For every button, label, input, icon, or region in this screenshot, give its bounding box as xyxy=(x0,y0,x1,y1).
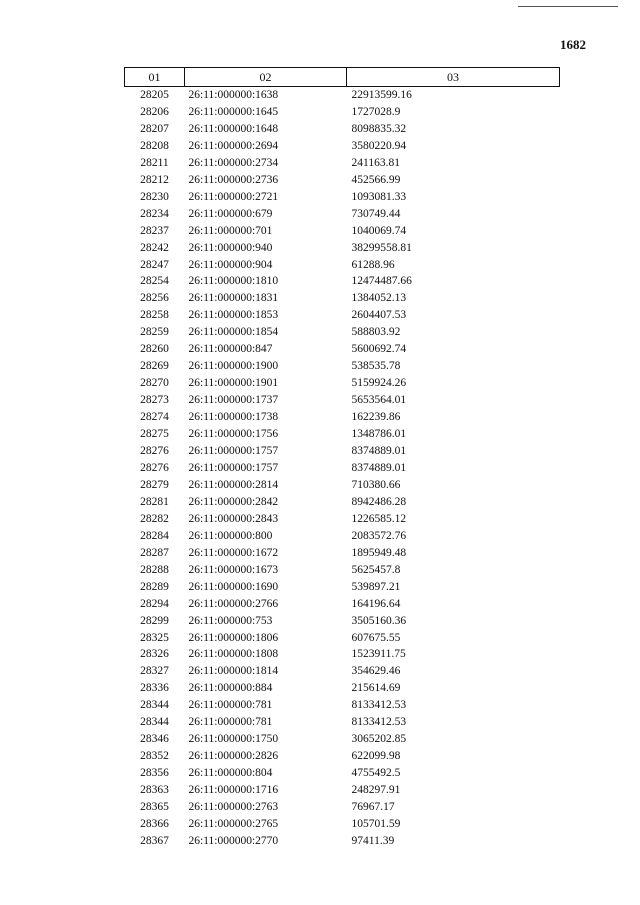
value-cell: 8942486.28 xyxy=(351,495,407,508)
row-number-cell: 28237 xyxy=(140,224,169,237)
cadastral-number-cell: 26:11:000000:1738 xyxy=(188,411,279,424)
cadastral-number-cell: 26:11:000000:1814 xyxy=(188,665,279,678)
table-row xyxy=(125,613,560,630)
table-row xyxy=(125,460,560,477)
value-cell: 8133412.53 xyxy=(351,699,407,712)
table-row xyxy=(125,443,560,460)
cadastral-number-cell: 26:11:000000:1645 xyxy=(188,105,279,118)
value-cell: 730749.44 xyxy=(351,207,401,220)
row-number-cell: 28366 xyxy=(140,817,169,830)
row-number-cell: 28346 xyxy=(140,733,169,746)
row-number-cell: 28276 xyxy=(140,461,169,474)
value-cell: 1895949.48 xyxy=(351,546,407,559)
row-number-cell: 28212 xyxy=(140,173,169,186)
value-cell: 710380.66 xyxy=(351,478,401,491)
cadastral-number-cell: 26:11:000000:1806 xyxy=(188,631,279,644)
cadastral-number-cell: 26:11:000000:1716 xyxy=(188,784,279,797)
cadastral-number-cell: 26:11:000000:1853 xyxy=(188,309,279,322)
row-number-cell: 28352 xyxy=(140,750,169,763)
row-number-cell: 28258 xyxy=(140,309,169,322)
table-row xyxy=(125,358,560,375)
table-row xyxy=(125,426,560,443)
cadastral-number-cell: 26:11:000000:701 xyxy=(188,224,273,237)
column-header-03: 03 xyxy=(347,68,560,87)
table-row xyxy=(125,257,560,274)
row-number-cell: 28287 xyxy=(140,546,169,559)
cadastral-number-cell: 26:11:000000:2694 xyxy=(188,139,279,152)
cadastral-number-cell: 26:11:000000:1690 xyxy=(188,580,279,593)
cadastral-number-cell: 26:11:000000:2843 xyxy=(188,512,279,525)
cadastral-number-cell: 26:11:000000:1854 xyxy=(188,326,279,339)
value-cell: 22913599.16 xyxy=(351,89,412,101)
cadastral-number-cell: 26:11:000000:1757 xyxy=(188,461,279,474)
cadastral-number-cell: 26:11:000000:1900 xyxy=(188,360,279,373)
value-cell: 8374889.01 xyxy=(351,461,407,474)
table-row xyxy=(125,392,560,409)
table-row xyxy=(125,87,560,104)
value-cell: 8098835.32 xyxy=(351,122,407,135)
row-number-cell: 28294 xyxy=(140,597,169,610)
row-number-cell: 28256 xyxy=(140,292,169,305)
cadastral-number-cell: 26:11:000000:804 xyxy=(188,767,273,780)
value-cell: 8133412.53 xyxy=(351,716,407,729)
row-number-cell: 28247 xyxy=(140,258,169,271)
value-cell: 241163.81 xyxy=(351,156,400,169)
row-number-cell: 28242 xyxy=(140,241,169,254)
value-cell: 2604407.53 xyxy=(351,309,407,322)
row-number-cell: 28269 xyxy=(140,360,169,373)
row-number-cell: 28344 xyxy=(140,699,169,712)
row-number-cell: 28363 xyxy=(140,784,169,797)
cadastral-number-cell: 26:11:000000:781 xyxy=(188,716,273,729)
cadastral-number-cell: 26:11:000000:847 xyxy=(188,343,273,356)
table-row xyxy=(125,121,560,138)
row-number-cell: 28211 xyxy=(140,156,169,169)
table-row xyxy=(125,138,560,155)
row-number-cell: 28288 xyxy=(140,563,169,576)
value-cell: 1348786.01 xyxy=(351,428,407,441)
table-row xyxy=(125,646,560,663)
row-number-cell: 28234 xyxy=(140,207,169,220)
value-cell: 5625457.8 xyxy=(351,563,401,576)
row-number-cell: 28356 xyxy=(140,767,169,780)
row-number-cell: 28279 xyxy=(140,478,169,491)
page-number: 1682 xyxy=(560,37,586,52)
row-number-cell: 28260 xyxy=(140,343,169,356)
table-body xyxy=(125,87,560,850)
row-number-cell: 28208 xyxy=(140,139,169,152)
cadastral-number-cell: 26:11:000000:2766 xyxy=(188,597,279,610)
cadastral-number-cell: 26:11:000000:2734 xyxy=(188,156,279,169)
column-header-01: 01 xyxy=(125,68,185,87)
row-number-cell: 28284 xyxy=(140,529,169,542)
value-cell: 38299558.81 xyxy=(351,241,412,254)
table-row xyxy=(125,375,560,392)
value-cell: 76967.17 xyxy=(351,801,395,814)
row-number-cell: 28207 xyxy=(140,122,169,135)
cadastral-number-cell: 26:11:000000:1808 xyxy=(188,648,279,661)
row-number-cell: 28270 xyxy=(140,377,169,390)
value-cell: 452566.99 xyxy=(351,173,401,186)
row-number-cell: 28230 xyxy=(140,190,169,203)
cadastral-table xyxy=(124,67,560,850)
table-row xyxy=(125,307,560,324)
table-row xyxy=(125,477,560,494)
value-cell: 8374889.01 xyxy=(351,445,407,458)
table-row xyxy=(125,596,560,613)
value-cell: 3065202.85 xyxy=(351,733,407,746)
value-cell: 4755492.5 xyxy=(351,767,401,780)
cadastral-number-cell: 26:11:000000:753 xyxy=(188,614,273,627)
table-row xyxy=(125,782,560,799)
value-cell: 2083572.76 xyxy=(351,529,407,542)
row-number-cell: 28206 xyxy=(140,105,169,118)
value-cell: 164196.64 xyxy=(351,597,401,610)
row-number-cell: 28367 xyxy=(140,834,169,847)
cadastral-number-cell: 26:11:000000:1757 xyxy=(188,445,279,458)
table-row xyxy=(125,663,560,680)
table-row xyxy=(125,816,560,833)
cadastral-number-cell: 26:11:000000:1750 xyxy=(188,733,279,746)
table-row xyxy=(125,172,560,189)
row-number-cell: 28276 xyxy=(140,445,169,458)
row-number-cell: 28299 xyxy=(140,614,169,627)
row-number-cell: 28336 xyxy=(140,682,169,695)
cadastral-number-cell: 26:11:000000:1756 xyxy=(188,428,279,441)
table-row xyxy=(125,273,560,290)
table-row xyxy=(125,341,560,358)
cadastral-number-cell: 26:11:000000:2736 xyxy=(188,173,279,186)
table-row xyxy=(125,833,560,850)
cadastral-number-cell: 26:11:000000:904 xyxy=(188,258,273,271)
row-number-cell: 28254 xyxy=(140,275,169,288)
row-number-cell: 28281 xyxy=(140,495,169,508)
cadastral-number-cell: 26:11:000000:1672 xyxy=(188,546,279,559)
value-cell: 97411.39 xyxy=(351,834,395,847)
table-row xyxy=(125,409,560,426)
table-row xyxy=(125,240,560,257)
table-row xyxy=(125,324,560,341)
table-row xyxy=(125,680,560,697)
cadastral-number-cell: 26:11:000000:1638 xyxy=(188,89,279,101)
cadastral-number-cell: 26:11:000000:800 xyxy=(188,529,273,542)
value-cell: 5159924.26 xyxy=(351,377,407,390)
value-cell: 588803.92 xyxy=(351,326,401,339)
value-cell: 1040069.74 xyxy=(351,224,407,237)
value-cell: 1093081.33 xyxy=(351,190,407,203)
cadastral-number-cell: 26:11:000000:679 xyxy=(188,207,273,220)
table-row xyxy=(125,528,560,545)
cadastral-number-cell: 26:11:000000:2814 xyxy=(188,478,279,491)
row-number-cell: 28365 xyxy=(140,801,169,814)
table-row xyxy=(125,511,560,528)
table-row xyxy=(125,579,560,596)
cadastral-number-cell: 26:11:000000:1673 xyxy=(188,563,279,576)
row-number-cell: 28325 xyxy=(140,631,169,644)
value-cell: 105701.59 xyxy=(351,817,401,830)
value-cell: 607675.55 xyxy=(351,631,401,644)
value-cell: 1727028.9 xyxy=(351,105,401,118)
table-row xyxy=(125,562,560,579)
cadastral-number-cell: 26:11:000000:884 xyxy=(188,682,273,695)
table-row xyxy=(125,765,560,782)
table-row xyxy=(125,697,560,714)
value-cell: 538535.78 xyxy=(351,360,401,373)
row-number-cell: 28275 xyxy=(140,428,169,441)
cadastral-number-cell: 26:11:000000:940 xyxy=(188,241,273,254)
row-number-cell: 28273 xyxy=(140,394,169,407)
column-header-02: 02 xyxy=(185,68,347,87)
value-cell: 1523911.75 xyxy=(351,648,406,661)
value-cell: 5600692.74 xyxy=(351,343,407,356)
row-number-cell: 28344 xyxy=(140,716,169,729)
table-row xyxy=(125,290,560,307)
table-row xyxy=(125,223,560,240)
value-cell: 622099.98 xyxy=(351,750,401,763)
cadastral-number-cell: 26:11:000000:1648 xyxy=(188,122,279,135)
cadastral-number-cell: 26:11:000000:2770 xyxy=(188,834,279,847)
cadastral-number-cell: 26:11:000000:2826 xyxy=(188,750,279,763)
row-number-cell: 28282 xyxy=(140,512,169,525)
row-number-cell: 28274 xyxy=(140,411,169,424)
value-cell: 12474487.66 xyxy=(351,275,412,288)
cadastral-number-cell: 26:11:000000:2765 xyxy=(188,817,279,830)
top-rule xyxy=(518,6,618,7)
cadastral-number-cell: 26:11:000000:2721 xyxy=(188,190,279,203)
table-row xyxy=(125,155,560,172)
table-row xyxy=(125,494,560,511)
value-cell: 1226585.12 xyxy=(351,512,407,525)
row-number-cell: 28205 xyxy=(140,89,169,101)
value-cell: 539897.21 xyxy=(351,580,401,593)
table-row xyxy=(125,189,560,206)
table-header-row xyxy=(125,68,560,87)
cadastral-number-cell: 26:11:000000:1901 xyxy=(188,377,279,390)
row-number-cell: 28289 xyxy=(140,580,169,593)
cadastral-number-cell: 26:11:000000:2842 xyxy=(188,495,279,508)
row-number-cell: 28259 xyxy=(140,326,169,339)
cadastral-number-cell: 26:11:000000:1831 xyxy=(188,292,279,305)
cadastral-number-cell: 26:11:000000:1810 xyxy=(188,275,279,288)
table-row xyxy=(125,799,560,816)
table-row xyxy=(125,748,560,765)
table-row xyxy=(125,731,560,748)
value-cell: 3505160.36 xyxy=(351,614,407,627)
cadastral-number-cell: 26:11:000000:781 xyxy=(188,699,273,712)
table-row xyxy=(125,545,560,562)
table-row xyxy=(125,206,560,223)
table-row xyxy=(125,630,560,647)
row-number-cell: 28326 xyxy=(140,648,169,661)
table-row xyxy=(125,104,560,121)
value-cell: 1384052.13 xyxy=(351,292,407,305)
value-cell: 61288.96 xyxy=(351,258,395,271)
value-cell: 3580220.94 xyxy=(351,139,407,152)
value-cell: 162239.86 xyxy=(351,411,401,424)
value-cell: 248297.91 xyxy=(351,784,401,797)
value-cell: 215614.69 xyxy=(351,682,401,695)
cadastral-number-cell: 26:11:000000:2763 xyxy=(188,801,279,814)
table-row xyxy=(125,714,560,731)
value-cell: 354629.46 xyxy=(351,665,401,678)
value-cell: 5653564.01 xyxy=(351,394,407,407)
row-number-cell: 28327 xyxy=(140,665,169,678)
cadastral-number-cell: 26:11:000000:1737 xyxy=(188,394,279,407)
